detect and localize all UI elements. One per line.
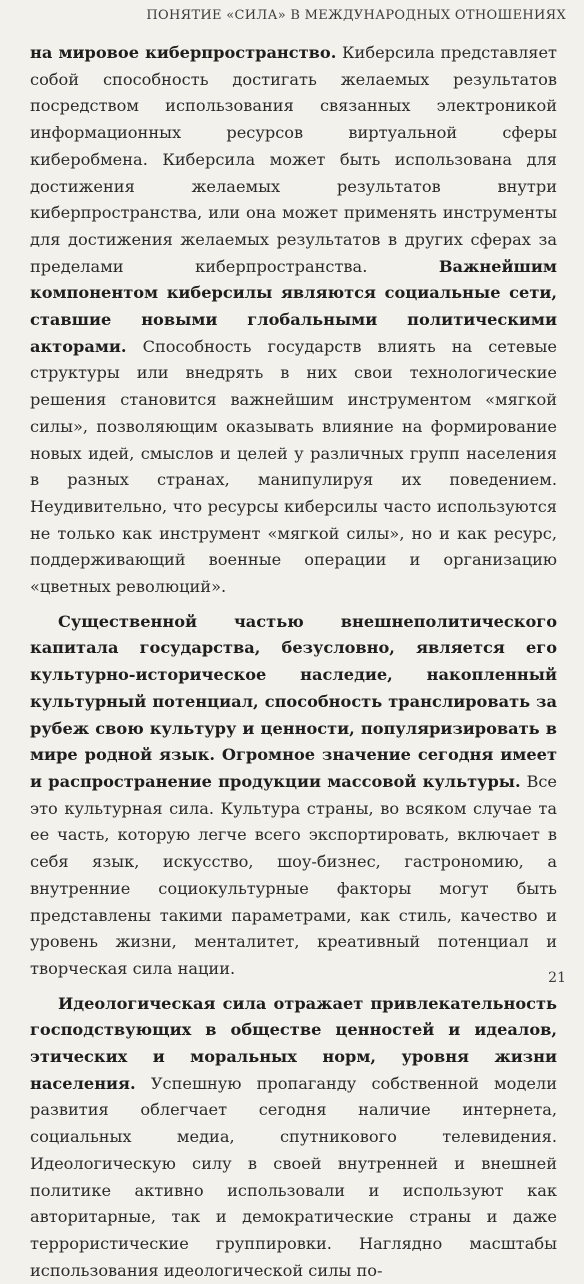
body-text <box>30 40 557 1284</box>
running-head: ПОНЯТИЕ «СИЛА» В МЕЖДУНАРОДНЫХ ОТНОШЕНИЯХ <box>146 8 566 23</box>
paragraph <box>30 40 557 601</box>
paragraph <box>30 991 557 1284</box>
page-number: 21 <box>548 970 566 986</box>
bold-text: Идеологическая сила отражает привлекательность господствующих в обществе ценностей и идеалов, этических и моральных норм, уровня жизни населения. <box>30 993 557 1093</box>
bold-text: Существенной частью внешнеполитического капитала государства, безусловно, является его культурно-историческое наследие, накопленный культурный потенциал, способность транслировать за рубеж свою культуру и ценности, популяризировать в мире родной язык. Огромное значение сегодня имеет и распространение продукции массовой культуры. <box>30 611 557 791</box>
regular-text: Все это культурная сила. Культура страны, во всяком случае та ее часть, которую легче всего экспортировать, включает в себя язык, искусство, шоу-бизнес, гастрономию, а внутренние социокультурные факторы могут быть представлены такими параметрами, как стиль, качество и уровень жизни, менталитет, креативный потенциал и творческая сила нации. <box>30 771 558 978</box>
regular-text: Способность государств влиять на сетевые структуры или внедрять в них свои технологические решения становится важнейшим инструментом «мягкой силы», позволяющим оказывать влияние на формирование новых идей, смыслов и целей у различных групп населения в разных странах, манипулируя их поведением. Неудивительно, что ресурсы киберсилы часто используются не только как инструмент «мягкой силы», но и как ресурс, поддерживающий военные операции и организацию «цветных революций». <box>30 336 557 597</box>
regular-text: Успешную пропаганду собственной модели развития облегчает сегодня наличие интернета, социальных медиа, спутникового телевидения. Идеологическую силу в своей внутренней и внешней политике активно использовали и используют как авторитарные, так и демократические страны и даже террористические группировки. Наглядно масштабы использования идеологической силы по- <box>30 1073 557 1280</box>
regular-text: Киберсила представляет собой способность достигать желаемых результатов посредством использования связанных электроникой информационных ресурсов виртуальной сферы киберобмена. Киберсила может быть использована для достижения желаемых результатов внутри киберпространства, или она может применять инструменты для достижения желаемых результатов в других сферах за пределами киберпространства. <box>30 43 557 276</box>
bold-text: на мировое киберпространство. <box>30 43 337 62</box>
bold-text: Важнейшим компонентом киберсилы являются социальные сети, ставшие новыми глобальными политическими акторами. <box>30 256 557 356</box>
paragraph <box>30 609 557 983</box>
